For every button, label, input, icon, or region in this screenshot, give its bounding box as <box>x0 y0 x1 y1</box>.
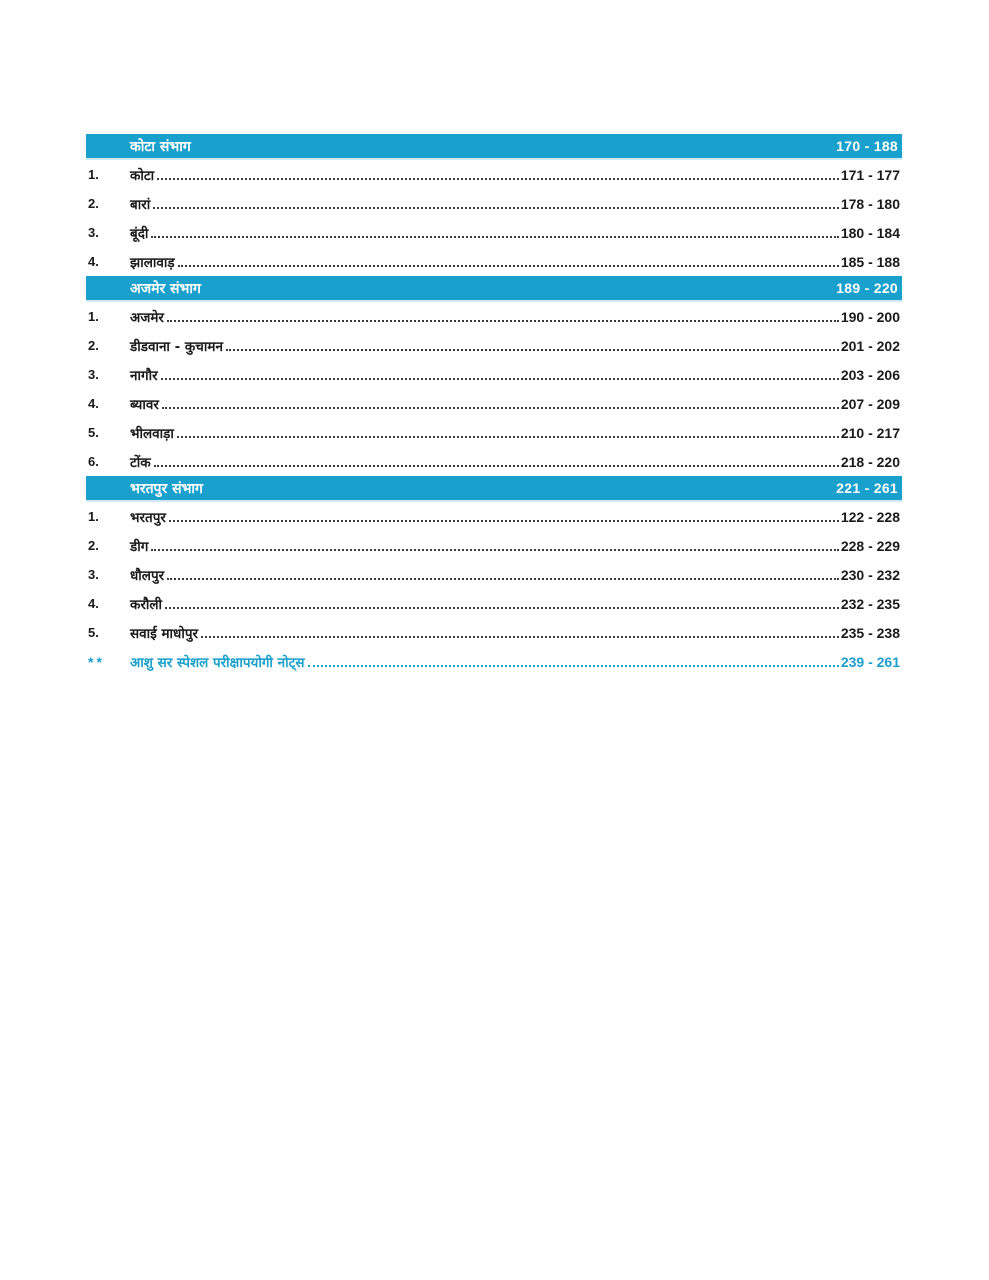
dot-leader <box>165 607 839 609</box>
entry-title: नागौर <box>130 367 158 384</box>
entry-pages: 171 - 177 <box>840 166 900 183</box>
toc-entry[interactable] <box>86 418 902 447</box>
entry-pages: 235 - 238 <box>840 624 900 641</box>
dot-leader <box>201 636 839 638</box>
toc-entry[interactable] <box>86 160 902 189</box>
toc-entry[interactable] <box>86 331 902 360</box>
dot-leader <box>157 178 839 180</box>
entry-number: 2. <box>88 196 99 211</box>
toc-entry[interactable] <box>86 189 902 218</box>
entry-pages: 203 - 206 <box>840 366 900 383</box>
entry-pages: 239 - 261 <box>840 653 900 670</box>
entry-title: सवाई माधोपुर <box>130 625 199 642</box>
entry-number: 4. <box>88 596 99 611</box>
entry-pages: 230 - 232 <box>840 566 900 583</box>
entry-pages: 201 - 202 <box>840 337 900 354</box>
toc-entry[interactable] <box>86 360 902 389</box>
toc-entry[interactable] <box>86 447 902 476</box>
entry-title: धौलपुर <box>130 567 165 584</box>
table-of-contents <box>86 134 902 676</box>
section-header-kota <box>86 134 902 160</box>
section-page-range: 221 - 261 <box>836 480 898 496</box>
entry-number: 1. <box>88 167 99 182</box>
entry-title: कोटा <box>130 167 155 184</box>
entry-number: 6. <box>88 454 99 469</box>
dot-leader <box>169 520 839 522</box>
entry-pages: 218 - 220 <box>840 453 900 470</box>
entry-number: 3. <box>88 225 99 240</box>
dot-leader <box>177 436 839 438</box>
entry-title: भरतपुर <box>130 509 166 526</box>
entry-title: अजमेर <box>130 309 164 326</box>
entry-number: 3. <box>88 367 99 382</box>
section-page-range: 189 - 220 <box>836 280 898 296</box>
toc-entry[interactable] <box>86 218 902 247</box>
entry-pages: 178 - 180 <box>840 195 900 212</box>
entry-title: टोंक <box>130 454 151 471</box>
entry-pages: 228 - 229 <box>840 537 900 554</box>
entry-title: आशु सर स्पेशल परीक्षापयोगी नोट्स <box>130 654 305 671</box>
section-page-range: 170 - 188 <box>836 138 898 154</box>
dot-leader <box>308 665 839 667</box>
dot-leader <box>167 320 839 322</box>
toc-entry[interactable] <box>86 560 902 589</box>
toc-entry[interactable] <box>86 247 902 276</box>
entry-title: बारां <box>130 196 151 213</box>
entry-number: 3. <box>88 567 99 582</box>
dot-leader <box>151 236 838 238</box>
entry-title: भीलवाड़ा <box>130 425 174 442</box>
entry-pages: 232 - 235 <box>840 595 900 612</box>
entry-pages: 207 - 209 <box>840 395 900 412</box>
dot-leader <box>178 265 839 267</box>
toc-entry[interactable] <box>86 502 902 531</box>
entry-pages: 180 - 184 <box>840 224 900 241</box>
entry-title: बूंदी <box>130 225 149 242</box>
section-header-bharatpur <box>86 476 902 502</box>
entry-number: 4. <box>88 396 99 411</box>
toc-entry[interactable] <box>86 302 902 331</box>
entry-title: डीग <box>130 538 149 555</box>
section-title: भरतपुर संभाग <box>130 480 203 497</box>
entry-pages: 210 - 217 <box>840 424 900 441</box>
toc-entry[interactable] <box>86 589 902 618</box>
toc-entry[interactable] <box>86 618 902 647</box>
entry-pages: 185 - 188 <box>840 253 900 270</box>
entry-number: 2. <box>88 338 99 353</box>
entry-number: 2. <box>88 538 99 553</box>
section-title: अजमेर संभाग <box>130 280 201 297</box>
entry-number: 4. <box>88 254 99 269</box>
dot-leader <box>151 549 839 551</box>
toc-entry-special-notes[interactable] <box>86 647 902 676</box>
toc-entry[interactable] <box>86 389 902 418</box>
dot-leader <box>154 465 839 467</box>
toc-entry[interactable] <box>86 531 902 560</box>
section-header-ajmer <box>86 276 902 302</box>
entry-title: करौली <box>130 596 163 613</box>
entry-title: ब्यावर <box>130 396 159 413</box>
entry-number: 1. <box>88 509 99 524</box>
entry-pages: 190 - 200 <box>840 308 900 325</box>
dot-leader <box>153 207 839 209</box>
entry-marker: ** <box>88 653 105 670</box>
dot-leader <box>226 349 839 351</box>
section-title: कोटा संभाग <box>130 138 191 155</box>
entry-title: झालावाड़ <box>130 254 175 271</box>
entry-number: 5. <box>88 625 99 640</box>
dot-leader <box>161 378 839 380</box>
dot-leader <box>167 578 839 580</box>
entry-pages: 122 - 228 <box>840 508 900 525</box>
entry-number: 5. <box>88 425 99 440</box>
dot-leader <box>162 407 839 409</box>
entry-title: डीडवाना - कुचामन <box>130 338 223 355</box>
entry-number: 1. <box>88 309 99 324</box>
